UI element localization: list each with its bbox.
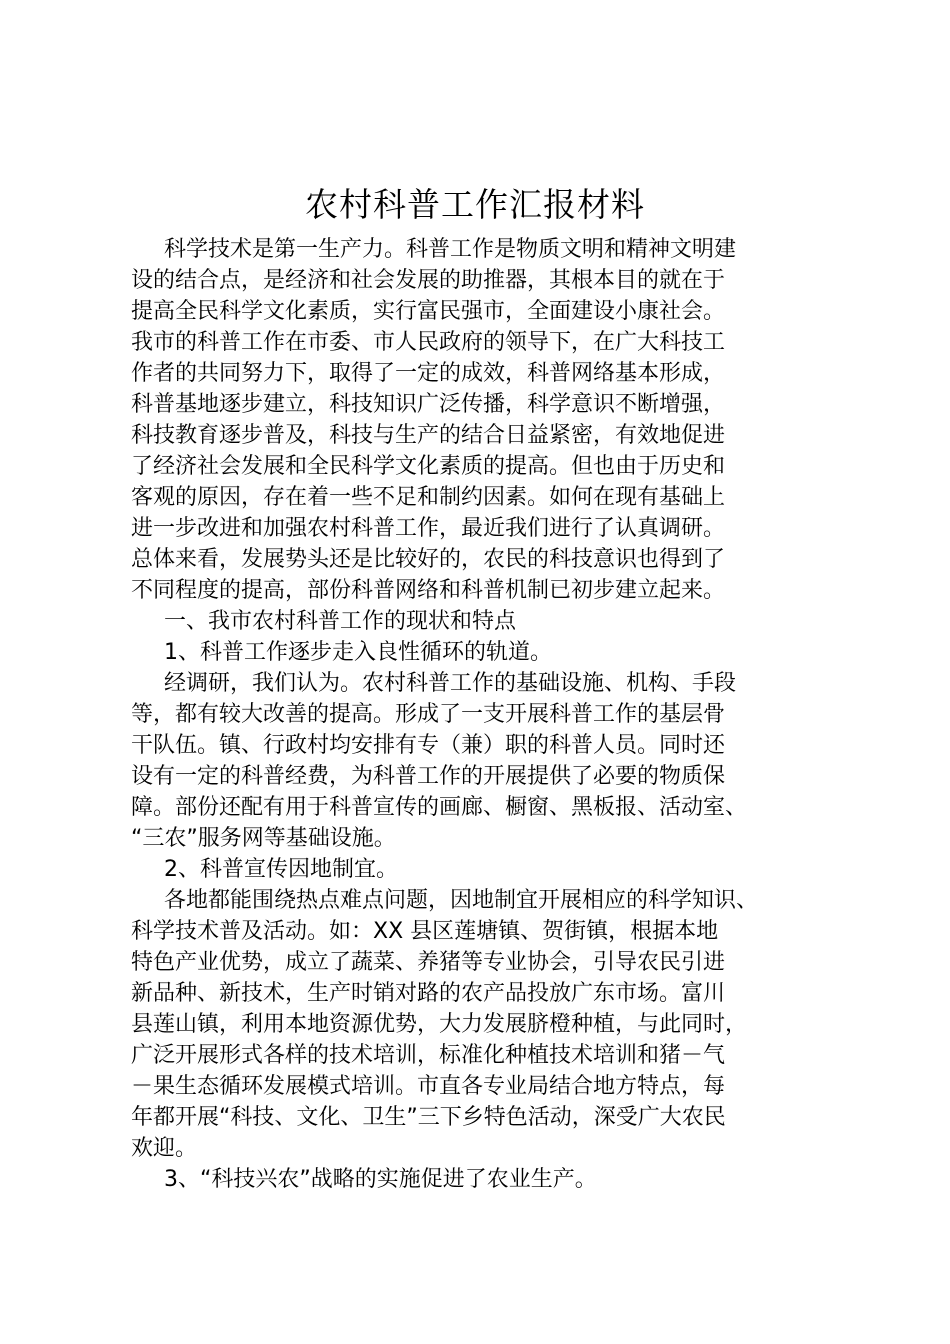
paragraph-line: 县莲山镇，利用本地资源优势，大力发展脐橙种植，与此同时，: [131, 1012, 748, 1037]
paragraph-line: 客观的原因，存在着一些不足和制约因素。如何在现有基础上: [131, 485, 726, 510]
paragraph-line: 科学技术普及活动。如：XX 县区莲塘镇、贺街镇，根据本地: [131, 919, 719, 944]
paragraph-line: 障。部份还配有用于科普宣传的画廊、橱窗、黑板报、活动室、: [131, 795, 748, 820]
paragraph-line: 我市的科普工作在市委、市人民政府的领导下，在广大科技工: [131, 330, 726, 355]
paragraph-line: 各地都能围绕热点难点问题，因地制宜开展相应的科学知识、: [164, 888, 759, 913]
paragraph-line: 进一步改进和加强农村科普工作，最近我们进行了认真调研。: [131, 516, 726, 541]
paragraph-line: 总体来看，发展势头还是比较好的，农民的科技意识也得到了: [131, 547, 726, 572]
paragraph-line: 设的结合点，是经济和社会发展的助推器，其根本目的就在于: [131, 268, 726, 293]
paragraph-line: 科普基地逐步建立，科技知识广泛传播，科学意识不断增强，: [131, 392, 726, 417]
paragraph-line: 年都开展“科技、文化、卫生”三下乡特色活动，深受广大农民: [131, 1105, 726, 1130]
paragraph-line: 作者的共同努力下，取得了一定的成效，科普网络基本形成，: [131, 361, 726, 386]
paragraph-line: 经调研，我们认为。农村科普工作的基础设施、机构、手段: [164, 671, 737, 696]
subsection-heading: 2、科普宣传因地制宜。: [164, 857, 398, 882]
paragraph-line: 新品种、新技术，生产时销对路的农产品投放广东市场。富川: [131, 981, 726, 1006]
paragraph-line: 干队伍。镇、行政村均安排有专（兼）职的科普人员。同时还: [131, 733, 726, 758]
paragraph-line: “三农”服务网等基础设施。: [131, 826, 396, 851]
paragraph-line: 科技教育逐步普及，科技与生产的结合日益紧密，有效地促进: [131, 423, 726, 448]
paragraph-line: 特色产业优势，成立了蔬菜、养猪等专业协会，引导农民引进: [131, 950, 726, 975]
paragraph-line: 等，都有较大改善的提高。形成了一支开展科普工作的基层骨: [131, 702, 726, 727]
paragraph-line: 欢迎。: [131, 1136, 198, 1161]
paragraph-line: 提高全民科学文化素质，实行富民强市，全面建设小康社会。: [131, 299, 726, 324]
section-heading: 一、我市农村科普工作的现状和特点: [164, 609, 517, 634]
paragraph-line: 设有一定的科普经费，为科普工作的开展提供了必要的物质保: [131, 764, 726, 789]
paragraph-line: 广泛开展形式各样的技术培训，标准化种植技术培训和猪－气: [131, 1043, 726, 1068]
paragraph-line: 了经济社会发展和全民科学文化素质的提高。但也由于历史和: [131, 454, 726, 479]
subsection-heading: 3、“科技兴农”战略的实施促进了农业生产。: [164, 1167, 597, 1192]
document-title: 农村科普工作汇报材料: [305, 185, 645, 224]
paragraph-line: 科学技术是第一生产力。科普工作是物质文明和精神文明建: [164, 237, 737, 262]
paragraph-line: －果生态循环发展模式培训。市直各专业局结合地方特点，每: [131, 1074, 726, 1099]
subsection-heading: 1、科普工作逐步走入良性循环的轨道。: [164, 640, 552, 665]
paragraph-line: 不同程度的提高，部份科普网络和科普机制已初步建立起来。: [131, 578, 726, 603]
document-body: [131, 234, 851, 1195]
